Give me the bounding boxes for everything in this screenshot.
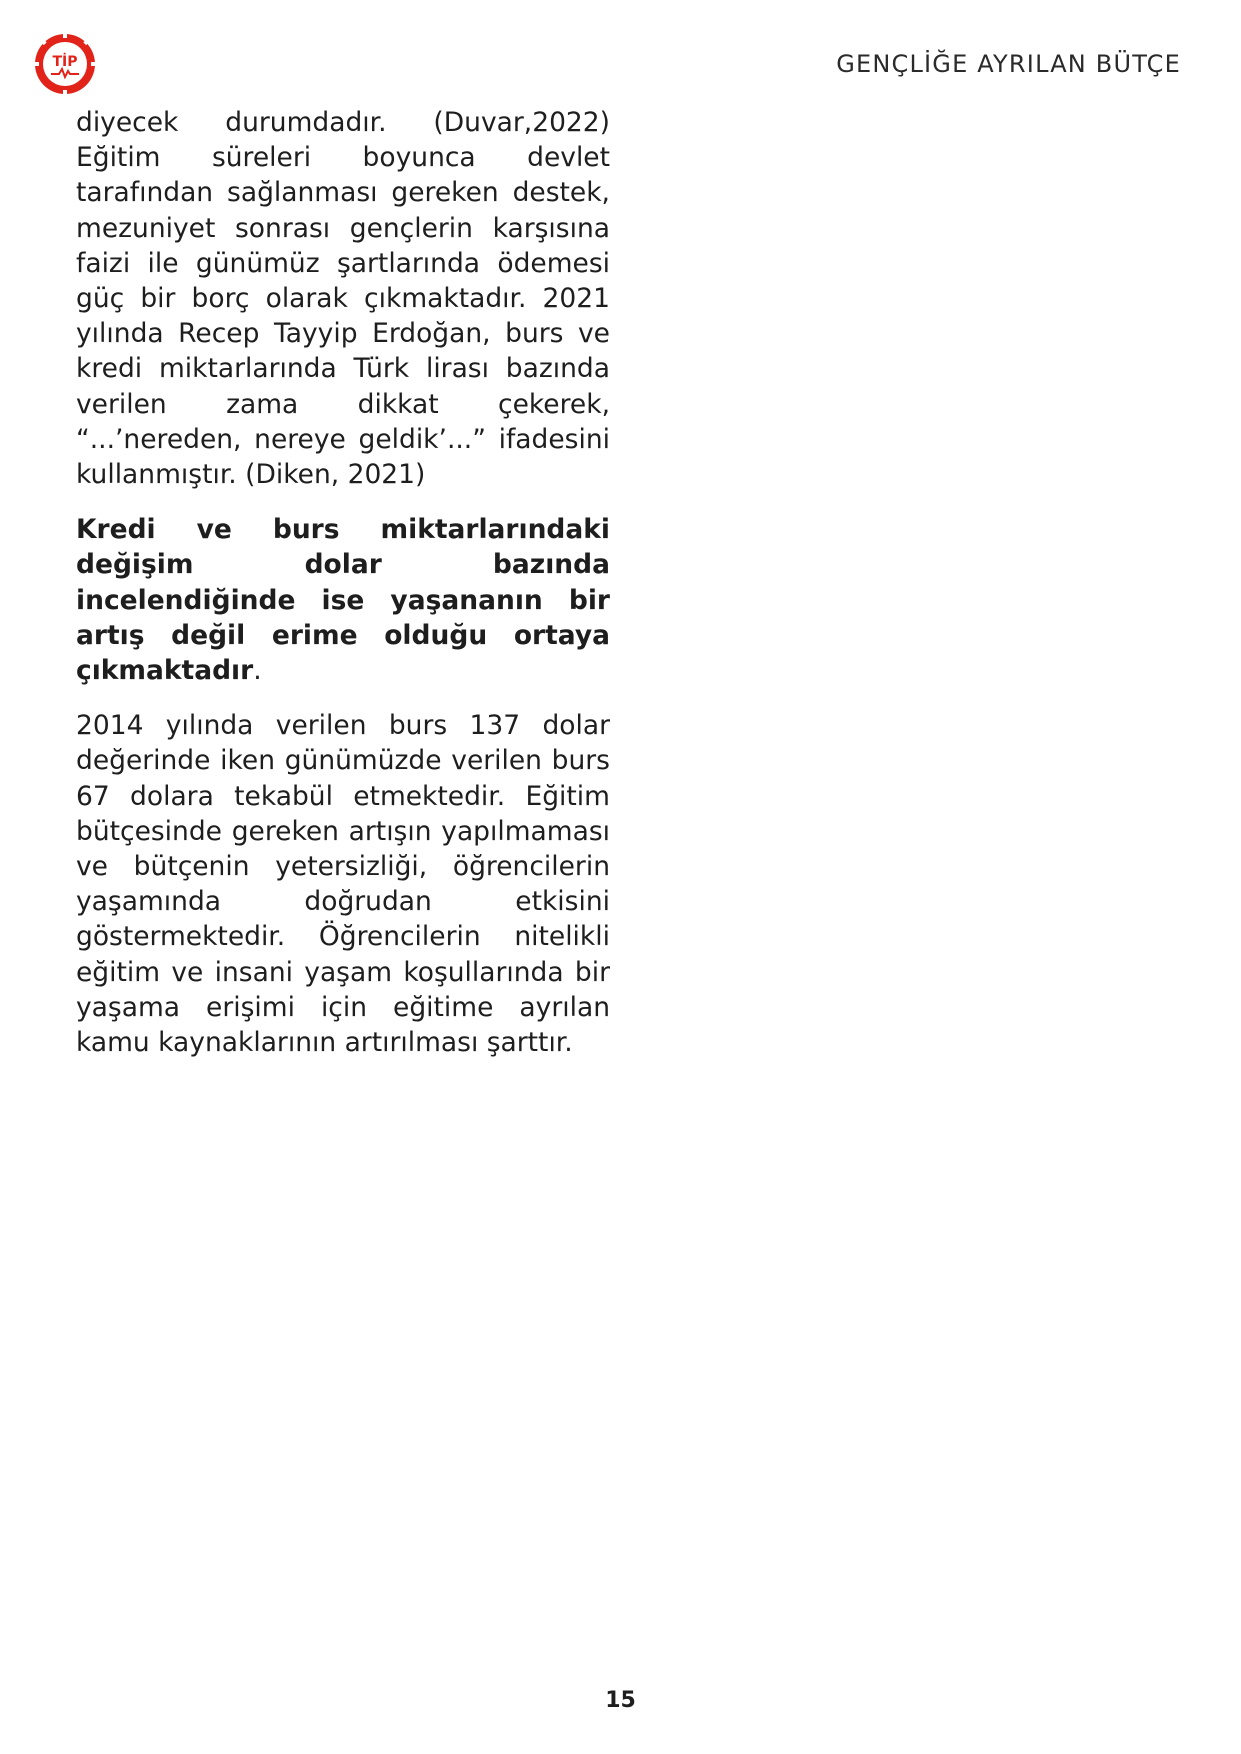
tip-party-logo	[33, 32, 97, 96]
body-paragraph-2	[76, 512, 610, 688]
body-paragraph-3: 2014 yılında verilen burs 137 dolar değerinde iken günümüzde verilen burs 67 dolara tekabül etmektedir. Eğitim bütçesinde gereken artışın yapılmaması ve bütçenin yetersizliği, öğrencilerin yaşamında doğrudan etkisini göstermektedir. Öğrencilerin nitelikli eğitim ve insani yaşam koşullarında bir yaşama erişimi için eğitime ayrılan kamu kaynaklarının artırılması şarttır.	[76, 710, 610, 1059]
main-text-column	[76, 105, 610, 1060]
body-paragraph-1: diyecek durumdadır. (Duvar,2022) Eğitim süreleri boyunca devlet tarafından sağlanması gereken destek, mezuniyet sonrası gençlerin karşısına faizi ile günümüz şartlarında ödemesi güç bir borç olarak çıkmaktadır. 2021 yılında Recep Tayyip Erdoğan, burs ve kredi miktarlarında Türk lirası bazında verilen zama dikkat çekerek, “...’nereden, nereye geldik’...” ifadesini kullanmıştır. (Diken, 2021)	[76, 107, 610, 491]
running-header-title: GENÇLİĞE AYRILAN BÜTÇE	[836, 50, 1181, 78]
emphasis-text: Kredi ve burs miktarlarındaki değişim dolar bazında incelendiğinde ise yaşananın bir artış değil erime olduğu ortaya çıkmaktadır	[76, 514, 610, 687]
svg-text:TİP: TİP	[52, 54, 78, 70]
page-number: 15	[605, 1688, 636, 1713]
emphasis-tail: .	[253, 655, 262, 687]
